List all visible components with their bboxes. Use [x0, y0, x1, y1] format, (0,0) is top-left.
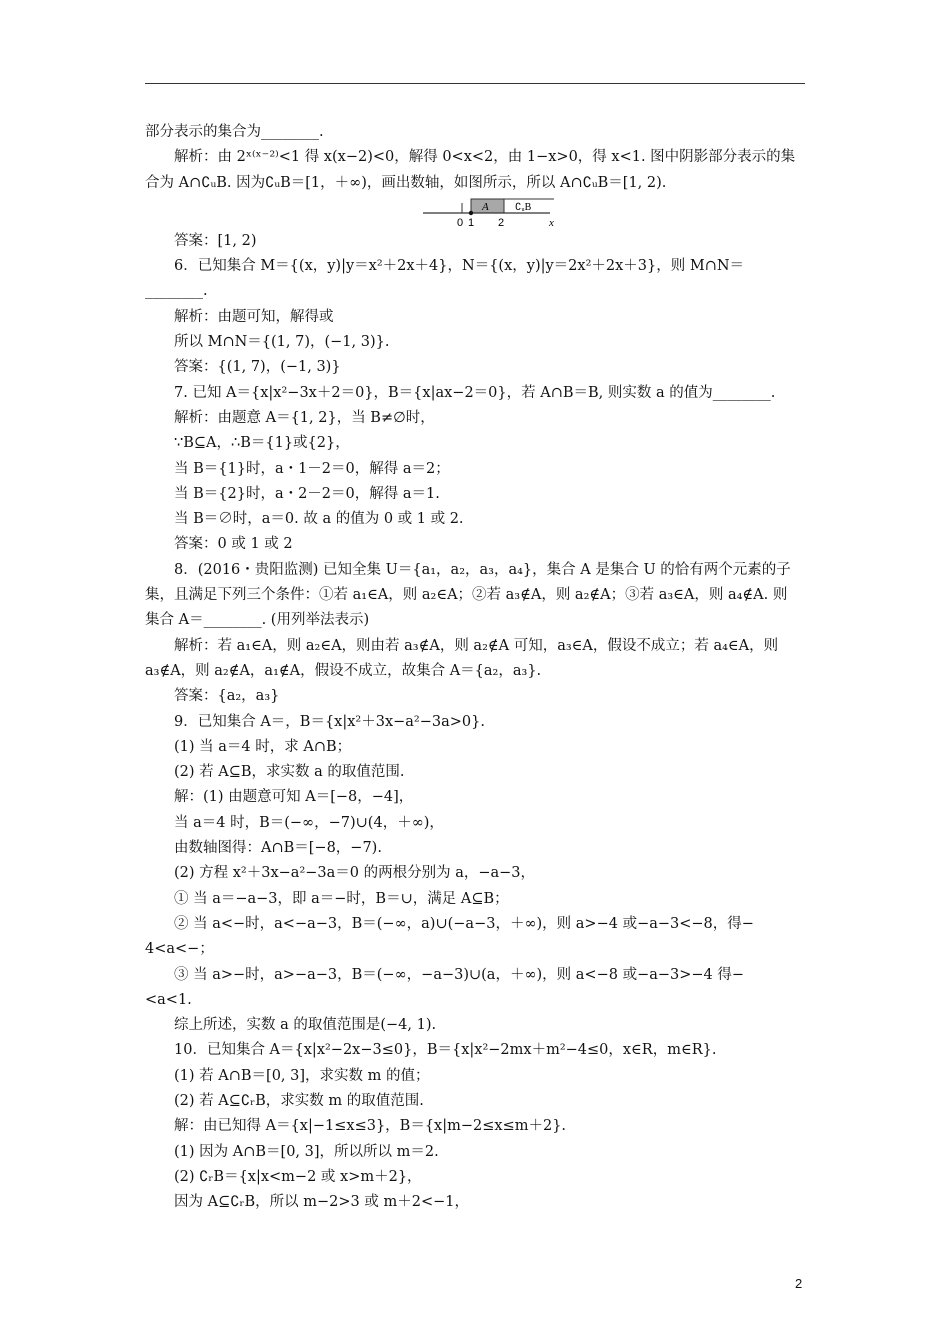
number-line-svg — [145, 196, 810, 229]
text-line: 解析：由 2ˣ⁽ˣ⁻²⁾<1 得 x(x−2)<0，解得 0<x<2，由 1−x>0，得 x<1. 图中阴影部分表示的集 — [174, 149, 796, 166]
text-line: 解：(1) 由题意可知 A＝[−8，−4]， — [174, 789, 414, 806]
text-line: 由数轴图得：A∩B＝[−8，−7). — [174, 840, 382, 857]
text-line: ② 当 a<−时，a<−a−3，B＝(−∞，a)∪(−a−3，＋∞)，则 a>−4 或−a−3<−8，得− — [174, 915, 754, 932]
text-line: (2) 方程 x²＋3x−a²−3a＝0 的两根分别为 a，−a−3， — [174, 865, 536, 882]
label-a: A — [482, 200, 489, 213]
text-line: 所以 M∩N＝{(1, 7)，(−1, 3)}. — [174, 334, 390, 351]
text-line: 因为 A⊆∁ᵣB，所以 m−2>3 或 m＋2<−1， — [174, 1194, 469, 1211]
text-line: 当 B＝{1}时，a・1－2＝0，解得 a＝2； — [174, 460, 450, 477]
text-line: 7. 已知 A＝{x|x²−3x＋2＝0}，B＝{x|ax−2＝0}，若 A∩B＝B, 则实数 a 的值为________. — [174, 384, 776, 401]
text-line: ③ 当 a>−时，a>−a−3，B＝(−∞，−a−3)∪(a，＋∞)，则 a<−8 或−a−3>−4 得− — [174, 966, 745, 983]
page-number: 2 — [795, 1276, 803, 1291]
text-line: (2) 若 A⊆B，求实数 a 的取值范围. — [174, 764, 405, 781]
text-line: 解析：由题可知，解得或 — [174, 308, 334, 325]
number-line-figure — [145, 196, 810, 229]
text-line: (2) 若 A⊆∁ᵣB，求实数 m 的取值范围. — [174, 1092, 424, 1109]
text-line: 答案：{a₂，a₃} — [174, 688, 280, 705]
text-line: 集合 A＝________. (用列举法表示) — [145, 612, 370, 629]
axis-label-x: x — [549, 216, 554, 229]
text-line: (1) 当 a＝4 时，求 A∩B； — [174, 738, 352, 755]
text-line: 综上所述，实数 a 的取值范围是(−4, 1). — [174, 1017, 437, 1034]
text-line: ① 当 a＝−a−3，即 a＝−时，B＝∪，满足 A⊆B； — [174, 890, 509, 907]
text-line: 解：由已知得 A＝{x|−1≤x≤3}，B＝{x|m−2≤x≤m＋2}. — [174, 1118, 567, 1135]
text-line: (2) ∁ᵣB＝{x|x<m−2 或 x>m＋2}， — [174, 1168, 422, 1185]
label-complement: ∁ᵤB — [515, 201, 532, 213]
text-line: 当 B＝{2}时，a・2－2＝0，解得 a＝1. — [174, 485, 440, 502]
text-line: 答案：[1, 2) — [174, 232, 257, 249]
text-line: 答案：0 或 1 或 2 — [174, 536, 293, 553]
text-line: 8．(2016・贵阳监测) 已知全集 U＝{a₁，a₂，a₃，a₄}，集合 A 是集合 U 的恰有两个元素的子 — [174, 561, 791, 578]
text-line: 答案：{(1, 7)，(−1, 3)} — [174, 359, 341, 376]
point-at-one — [469, 211, 473, 215]
text-line: 6．已知集合 M＝{(x，y)|y＝x²＋2x＋4}，N＝{(x，y)|y＝2x²＋2x＋3}，则 M∩N＝ — [174, 258, 745, 275]
text-line: 集，且满足下列三个条件：①若 a₁∈A，则 a₂∈A；②若 a₃∉A，则 a₂∉A；③若 a₃∈A，则 a₄∉A. 则 — [145, 587, 788, 604]
tick-label: 0 — [457, 216, 464, 229]
text-line: 合为 A∩∁ᵤB. 因为∁ᵤB＝[1，＋∞)，画出数轴，如图所示，所以 A∩∁ᵤB＝[1, 2). — [145, 174, 667, 191]
text-line: a₃∉A，则 a₂∉A，a₁∉A，假设不成立，故集合 A＝{a₂，a₃}. — [145, 662, 542, 679]
text-line: (1) 因为 A∩B＝[0, 3]，所以所以 m＝2. — [174, 1143, 439, 1160]
text-line: 解析：若 a₁∈A，则 a₂∈A，则由若 a₃∉A，则 a₂∉A 可知，a₃∈A，假设不成立；若 a₄∈A，则 — [174, 637, 779, 654]
text-line: (1) 若 A∩B＝[0, 3]，求实数 m 的值； — [174, 1067, 430, 1084]
text-line: 10．已知集合 A＝{x|x²−2x−3≤0}，B＝{x|x²−2mx＋m²−4≤0，x∈R，m∈R}. — [174, 1042, 717, 1059]
text-line: ∵B⊆A，∴B＝{1}或{2}， — [174, 435, 350, 452]
header-rule — [145, 83, 805, 84]
text-line: 部分表示的集合为________. — [145, 124, 324, 140]
text-line: 4<a<−； — [145, 941, 214, 958]
text-line: ________. — [145, 283, 208, 300]
document-body — [145, 120, 810, 1215]
tick-label: 1 — [468, 216, 475, 229]
text-line: 当 a＝4 时，B＝(−∞，−7)∪(4，＋∞)， — [174, 814, 444, 831]
tick-label: 2 — [498, 216, 505, 229]
text-line: 解析：由题意 A＝{1, 2}，当 B≠∅时， — [174, 409, 435, 426]
text-line: <a<1. — [145, 991, 192, 1008]
text-line: 9．已知集合 A＝，B＝{x|x²＋3x−a²−3a>0}. — [174, 713, 485, 730]
text-line: 当 B＝∅时，a＝0. 故 a 的值为 0 或 1 或 2. — [174, 511, 464, 528]
